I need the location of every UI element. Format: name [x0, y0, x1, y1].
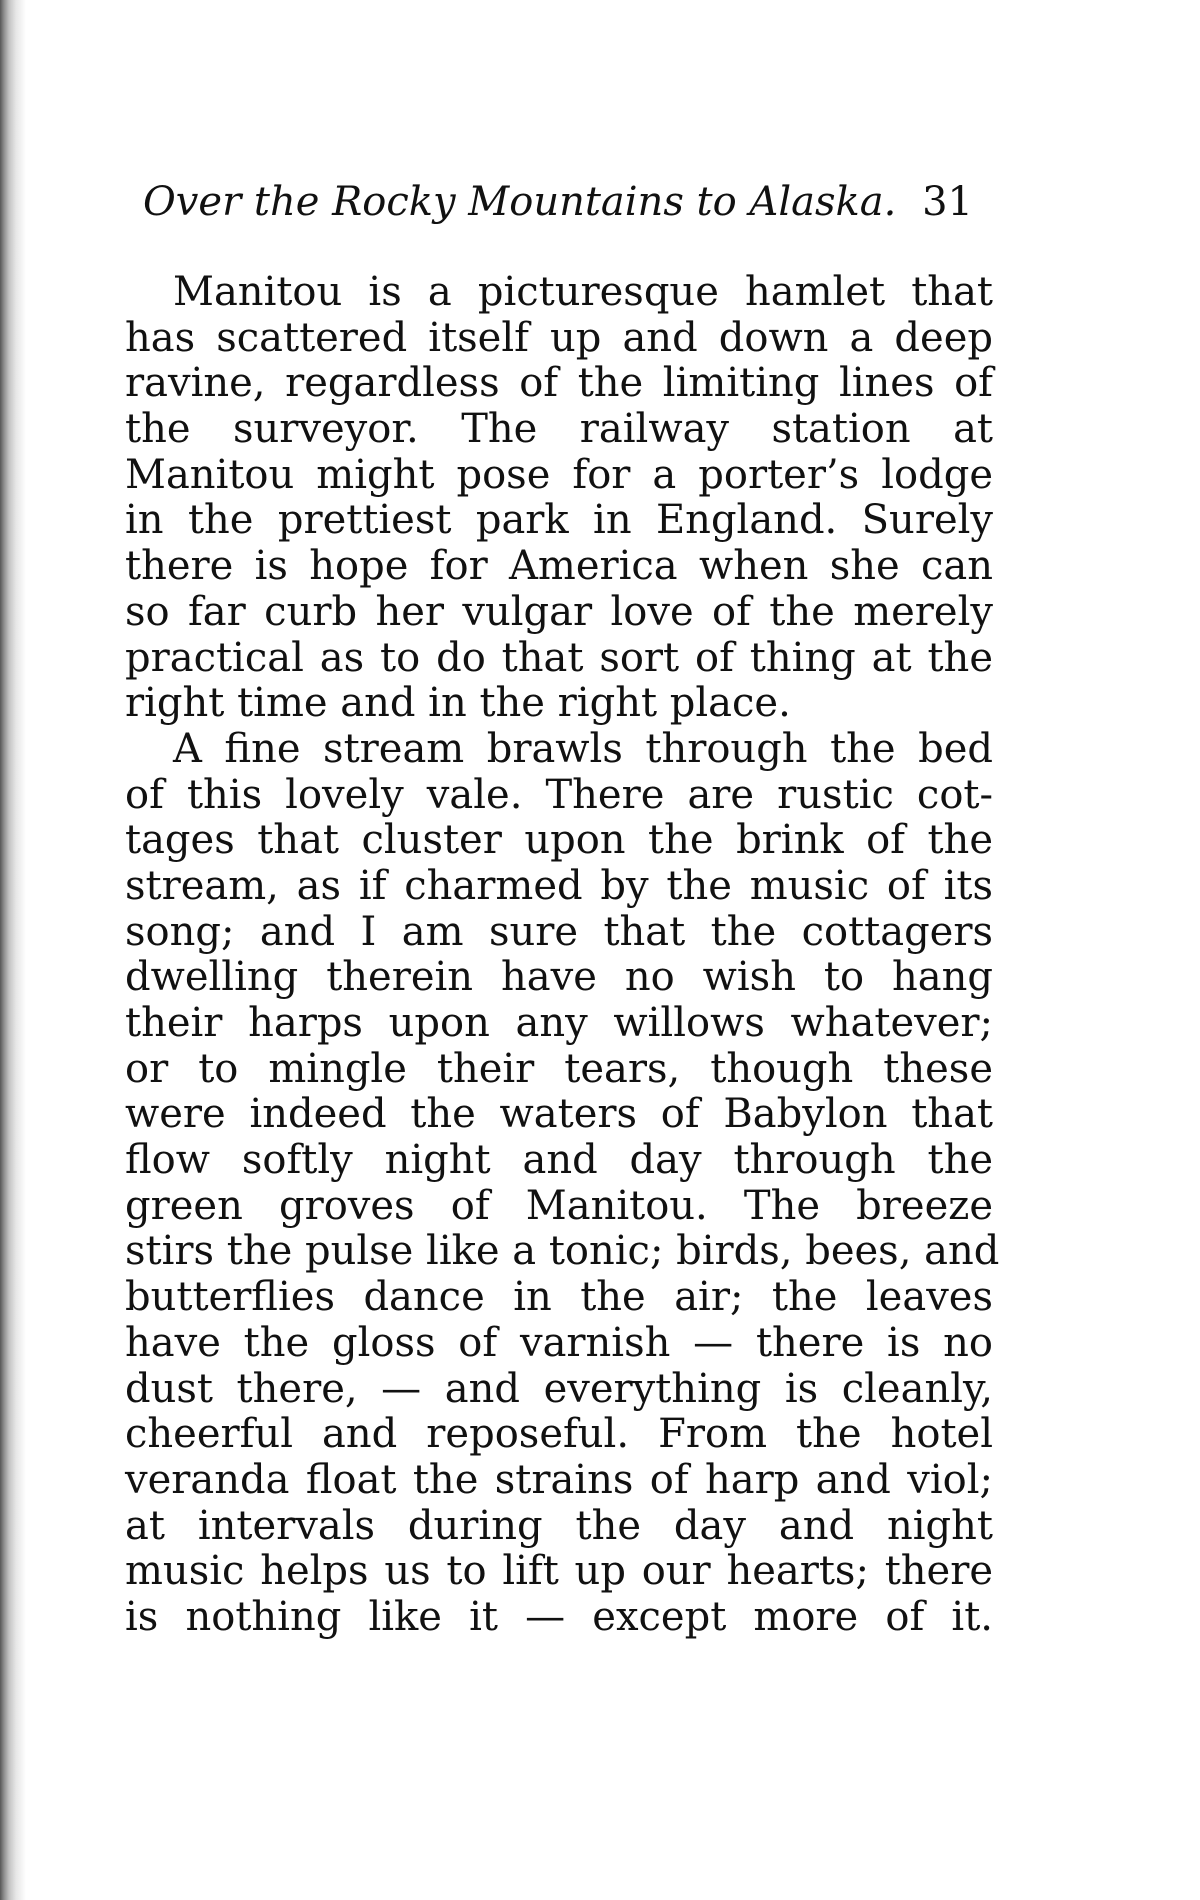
text-line: music helps us to lift up our hearts; there: [125, 1548, 993, 1595]
text-line: were indeed the waters of Babylon that: [125, 1091, 993, 1138]
text-line: Manitou might pose for a porter’s lodge: [125, 451, 993, 498]
paragraph-2: [125, 725, 1000, 1641]
text-line: stream, as if charmed by the music of its: [125, 862, 993, 909]
running-title: Over the Rocky Mountains to Alaska.: [143, 179, 897, 225]
text-line: dust there, — and everything is cleanly,: [125, 1365, 993, 1412]
text-line: at intervals during the day and night: [125, 1502, 993, 1549]
text-line: have the gloss of varnish — there is no: [125, 1319, 993, 1366]
text-line: there is hope for America when she can: [125, 543, 993, 590]
text-line: butterflies dance in the air; the leaves: [125, 1274, 993, 1321]
body-text: [125, 269, 1000, 1641]
text-line: in the prettiest park in England. Surely: [125, 497, 993, 544]
text-line: the surveyor. The railway station at: [125, 406, 993, 453]
text-line: song; and I am sure that the cottagers: [125, 908, 993, 955]
running-head: [143, 172, 973, 232]
text-line: dwelling therein have no wish to hang: [125, 954, 993, 1001]
text-line: veranda float the strains of harp and viol;: [125, 1456, 993, 1503]
text-line: tages that cluster upon the brink of the: [125, 817, 993, 864]
text-line: so far curb her vulgar love of the merely: [125, 588, 993, 635]
text-line: cheerful and reposeful. From the hotel: [125, 1411, 993, 1458]
text-line: ravine, regardless of the limiting lines of: [125, 360, 993, 407]
text-line: right time and in the right place.: [125, 680, 791, 727]
text-line: green groves of Manitou. The breeze: [125, 1182, 993, 1229]
paragraph-1: [125, 270, 993, 727]
text-line: flow softly night and day through the: [125, 1137, 993, 1184]
text-line: is nothing like it — except more of it.: [125, 1593, 993, 1640]
text-line: or to mingle their tears, though these: [125, 1045, 993, 1092]
text-line: has scattered itself up and down a deep: [125, 314, 993, 361]
text-line: stirs the pulse like a tonic; birds, bees, and: [125, 1228, 1000, 1275]
text-line: practical as to do that sort of thing at the: [125, 634, 993, 681]
text-line: of this lovely vale. There are rustic cot-: [125, 771, 993, 818]
text-line: A fine stream brawls through the bed: [173, 725, 993, 772]
binding-gutter-shadow: [0, 0, 26, 1900]
text-line: their harps upon any willows whatever;: [125, 1000, 993, 1046]
text-line: Manitou is a picturesque hamlet that: [173, 269, 993, 315]
page-number: 31: [922, 179, 973, 225]
